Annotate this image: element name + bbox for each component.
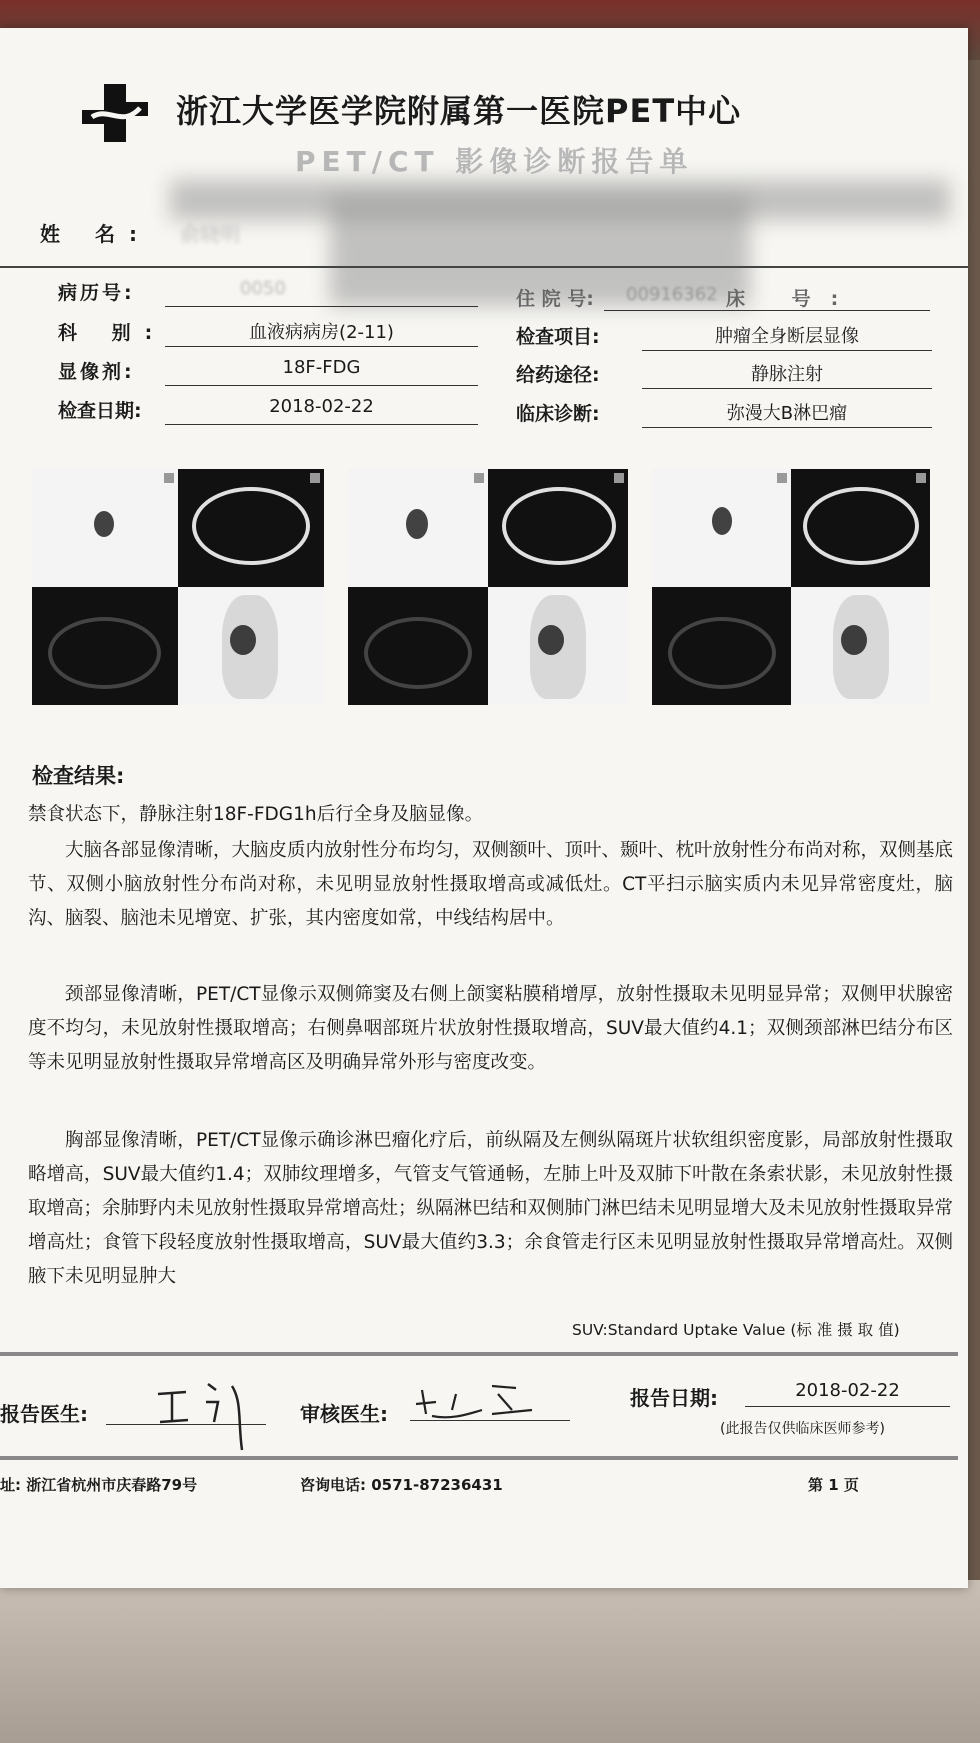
ct-body-outline [192, 487, 310, 565]
suv-note: SUV:Standard Uptake Value (标 准 摄 取 值) [572, 1321, 900, 1339]
footer-divider [0, 1456, 958, 1460]
uptake-spot [406, 509, 428, 539]
route-line [642, 388, 932, 389]
tracer-line [165, 385, 478, 386]
pet-mip-image [488, 587, 628, 705]
uptake-spot [538, 625, 564, 655]
exam-item-line [642, 350, 932, 351]
report-date-value: 2018-02-22 [795, 1380, 900, 1401]
footer-address: 址: 浙江省杭州市庆春路79号 [0, 1476, 198, 1494]
name-divider [0, 266, 968, 268]
admission-value: 00916362 [626, 284, 718, 305]
image-corner-marker [614, 473, 624, 483]
ct-body-outline [48, 617, 161, 689]
bed-label: 床 号: [726, 288, 859, 310]
uptake-spot [841, 625, 867, 655]
exam-item-label: 检查项目: [516, 326, 600, 348]
exam-date-value: 2018-02-22 [269, 396, 374, 417]
report-date-label: 报告日期: [630, 1386, 718, 1410]
record-no-line [165, 306, 478, 307]
hospital-name: 浙江大学医学院附属第一医院PET中心 [176, 92, 742, 130]
findings-title: 检查结果: [32, 764, 125, 788]
hospital-logo-icon [82, 84, 148, 142]
background-bottom [0, 1580, 980, 1743]
diagnosis-line [642, 427, 932, 428]
reporter-label: 报告医生: [0, 1402, 88, 1426]
image-corner-marker [164, 473, 174, 483]
scan-image-group-2 [348, 469, 628, 705]
reviewer-signature [412, 1380, 542, 1430]
ct-body-outline [502, 487, 616, 565]
pet-axial-image [32, 469, 178, 587]
admission-line [604, 310, 930, 311]
image-corner-marker [474, 473, 484, 483]
ct-body-outline [364, 617, 472, 689]
footer-phone: 咨询电话: 0571-87236431 [300, 1476, 503, 1494]
admission-label: 住 院 号: [516, 288, 594, 310]
report-title: PET/CT 影像诊断报告单 [295, 145, 694, 178]
uptake-spot [230, 625, 256, 655]
tracer-value: 18F-FDG [282, 357, 361, 378]
exam-date-line [165, 424, 478, 425]
image-corner-marker [916, 473, 926, 483]
ct-axial-image [488, 469, 628, 587]
pet-axial-image [652, 469, 791, 587]
record-no-label: 病历号: [58, 282, 135, 304]
department-line [165, 346, 478, 347]
exam-item-value: 肿瘤全身断层显像 [715, 326, 859, 347]
pet-mip-image [178, 587, 324, 705]
name-label: 姓 名: [40, 222, 151, 246]
record-no-value: 0050 [240, 278, 286, 299]
route-label: 给药途径: [516, 364, 600, 386]
fused-axial-image [348, 587, 488, 705]
diagnosis-value: 弥漫大B淋巴瘤 [726, 403, 848, 424]
tracer-label: 显像剂: [58, 361, 135, 383]
findings-paragraph-2: 大脑各部显像清晰，大脑皮质内放射性分布均匀，双侧额叶、顶叶、颞叶、枕叶放射性分布尚对称，双侧基底节、双侧小脑放射性分布尚对称，未见明显放射性摄取增高或减低灶。CT平扫示脑实质内未见异常密度灶，脑沟、脑裂、脑池未见增宽、扩张，其内密度如常，中线结构居中。 [28, 840, 954, 929]
fused-axial-image [652, 587, 791, 705]
footer-page: 第 1 页 [808, 1476, 859, 1494]
pet-mip-image [791, 587, 930, 705]
reviewer-label: 审核医生: [300, 1402, 388, 1426]
name-value: 俞晓明 [180, 222, 240, 246]
reporter-signature [152, 1372, 262, 1454]
exam-date-label: 检查日期: [58, 400, 142, 422]
department-value: 血液病病房(2-11) [249, 322, 394, 343]
fused-axial-image [32, 587, 178, 705]
route-value: 静脉注射 [751, 364, 823, 385]
pet-axial-image [348, 469, 488, 587]
diagnosis-label: 临床诊断: [516, 403, 600, 425]
ct-body-outline [803, 487, 919, 565]
findings-paragraph-3: 颈部显像清晰，PET/CT显像示双侧筛窦及右侧上颌窦粘膜稍增厚，放射性摄取未见明显异常；双侧甲状腺密度不均匀，未见放射性摄取增高；右侧鼻咽部斑片状放射性摄取增高，SUV最大值约4.1；双侧颈部淋巴结分布区等未见明显放射性摄取异常增高区及明确异常外形与密度改变。 [28, 984, 953, 1073]
uptake-spot [712, 507, 732, 535]
ct-body-outline [668, 617, 776, 689]
image-corner-marker [310, 473, 320, 483]
scan-image-group-1 [32, 469, 324, 705]
ct-axial-image [178, 469, 324, 587]
report-disclaimer: (此报告仅供临床医师参考) [720, 1421, 885, 1437]
findings-paragraph-4: 胸部显像清晰，PET/CT显像示确诊淋巴瘤化疗后，前纵隔及左侧纵隔斑片状软组织密度影，局部放射性摄取略增高，SUV最大值约1.4；双肺纹理增多，气管支气管通畅，左肺上叶及双肺下叶散在条索状影，未见放射性摄取增高；余肺野内未见放射性摄取异常增高灶；纵隔淋巴结和双侧肺门淋巴结未见明显增大及未见放射性摄取异常增高灶；食管下段轻度放射性摄取增高，SUV最大值约3.3；余食管走行区未见明显放射性摄取异常增高灶。双侧腋下未见明显肿大 [28, 1130, 954, 1287]
scan-image-group-3 [652, 469, 930, 705]
findings-paragraph-1: 禁食状态下，静脉注射18F-FDG1h后行全身及脑显像。 [28, 804, 484, 825]
uptake-spot [94, 511, 114, 537]
department-label: 科 别: [58, 322, 167, 344]
signature-divider [0, 1352, 958, 1356]
ct-axial-image [791, 469, 930, 587]
report-date-line [745, 1406, 950, 1407]
image-corner-marker [777, 473, 787, 483]
